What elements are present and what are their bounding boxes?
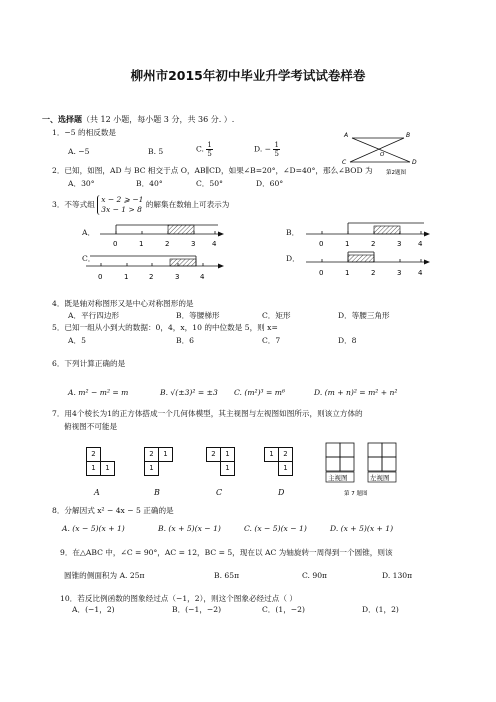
q3-option-b[interactable]: B． (286, 228, 300, 237)
q7-grid-a: 2 1 1 (86, 447, 115, 476)
q5-option-a[interactable]: A．5 (68, 336, 86, 345)
q9-option-b[interactable]: B. 65π (214, 571, 240, 580)
svg-text:3: 3 (397, 240, 402, 248)
q3-option-d[interactable]: D． (286, 254, 300, 263)
q8-option-b[interactable]: B. (x + 5)(x − 1) (158, 524, 221, 533)
question-7: 7．用4个棱长为1的正方体搭成一个几何体模型，其主视图与左视图如图所示，则该立方体的 (52, 409, 363, 418)
q4-option-a[interactable]: A．平行四边形 (68, 311, 120, 320)
svg-text:1: 1 (124, 273, 129, 281)
q6-option-b[interactable]: B. √(±3)² = ±3 (160, 388, 218, 397)
question-7-line2: 俯视图不可能是 (64, 422, 118, 431)
question-6: 6．下列计算正确的是 (52, 359, 126, 368)
q8-option-c[interactable]: C. (x − 5)(x − 1) (244, 524, 307, 533)
svg-text:3: 3 (397, 269, 402, 277)
q10-option-c[interactable]: C．(1，−2) (262, 605, 305, 614)
question-2: 2．已知，如图，AD 与 BC 相交于点 O，AB∥CD，如果∠B=20°，∠D=40°，那么∠BOD 为 (52, 166, 373, 175)
q10-option-d[interactable]: D．(1，2) (362, 605, 399, 614)
q7-label-d[interactable]: D (278, 488, 285, 497)
number-line-a (100, 222, 225, 252)
q10-option-a[interactable]: A．(−1，2) (72, 605, 115, 614)
question-8: 8．分解因式 x² − 4x − 5 正确的是 (52, 506, 174, 515)
q6-option-d[interactable]: D. (m + n)² = m² + n² (314, 388, 398, 397)
q10-option-b[interactable]: B．(−1，−2) (172, 605, 222, 614)
svg-text:2: 2 (371, 269, 376, 277)
question-10: 10．若反比例函数的图象经过点（−1，2），则这个图象必经过点（ ） (60, 594, 297, 603)
svg-text:4: 4 (200, 273, 205, 281)
section-heading: 一、选择题（共 12 小题，每小题 3 分，共 36 分. ）. (42, 115, 235, 124)
q5-option-d[interactable]: D．8 (338, 336, 357, 345)
svg-text:B: B (406, 132, 411, 139)
q1-option-b[interactable]: B. 5 (148, 147, 164, 156)
q8-option-a[interactable]: A. (x − 5)(x + 1) (62, 524, 125, 533)
svg-text:0: 0 (319, 240, 324, 248)
q4-option-c[interactable]: C．矩形 (262, 311, 291, 320)
q5-option-b[interactable]: B．6 (176, 336, 195, 345)
q2-option-b[interactable]: B．40° (136, 179, 163, 188)
inequality-system: x − 2 ⩾ −1 3x − 1 > 8 (97, 195, 143, 215)
svg-text:4: 4 (418, 269, 423, 277)
page-title: 柳州市2015年初中毕业升学考试试卷样卷 (130, 68, 366, 83)
number-line-c (86, 252, 226, 282)
question-3: 3．不等式组 x − 2 ⩾ −1 3x − 1 > 8 的解集在数轴上可表示为 (52, 195, 230, 214)
svg-text:3: 3 (191, 240, 196, 248)
svg-text:D: D (412, 159, 417, 166)
svg-text:A: A (344, 132, 349, 139)
q4-option-d[interactable]: D．等腰三角形 (338, 311, 390, 320)
svg-text:1: 1 (345, 269, 350, 277)
q9-option-d[interactable]: D. 130π (382, 571, 413, 580)
svg-text:主视图: 主视图 (328, 474, 348, 482)
q7-grid-d: 1 2 1 (264, 447, 293, 476)
svg-text:4: 4 (212, 240, 217, 248)
question-5: 5．已知一组从小到大的数据：0，4，x，10 的中位数是 5，则 x= (52, 323, 278, 332)
svg-text:2: 2 (165, 240, 170, 248)
question-1: 1．−5 的相反数是 (52, 128, 117, 137)
svg-text:第2题图: 第2题图 (386, 170, 406, 176)
svg-text:O: O (380, 152, 385, 158)
q7-label-b[interactable]: B (154, 488, 160, 497)
svg-text:4: 4 (418, 240, 423, 248)
svg-text:0: 0 (98, 273, 103, 281)
q7-label-a[interactable]: A (94, 488, 100, 497)
svg-text:1: 1 (345, 240, 350, 248)
q7-views-figure (322, 441, 410, 501)
question-9: 9．在△ABC 中，∠C = 90°，AC = 12，BC = 5，现在以 AC 为轴旋转一周得到一个圆锥，则该 (60, 548, 393, 557)
svg-text:左视图: 左视图 (370, 474, 390, 482)
svg-text:0: 0 (113, 240, 118, 248)
question-9-line2[interactable]: 圆锥的侧面积为 A. 25π (64, 571, 145, 580)
svg-text:C: C (342, 159, 347, 166)
svg-text:2: 2 (371, 240, 376, 248)
q1-option-a[interactable]: A. −5 (68, 147, 90, 156)
q2-option-c[interactable]: C．50° (196, 179, 223, 188)
q1-option-c[interactable]: C. $\frac{1}{5}$ (196, 141, 212, 158)
q3-option-c[interactable]: C． (82, 254, 96, 263)
svg-text:2: 2 (149, 273, 154, 281)
q8-option-d[interactable]: D. (x + 5)(x + 1) (330, 524, 394, 533)
question-4: 4．既是轴对称图形又是中心对称图形的是 (52, 299, 194, 308)
q7-label-c[interactable]: C (216, 488, 223, 497)
q1-option-d[interactable]: D. − $\frac{1}{5}$ (254, 141, 279, 158)
svg-text:3: 3 (175, 273, 180, 281)
q3-option-a[interactable]: A． (82, 228, 96, 237)
svg-text:1: 1 (139, 240, 144, 248)
q7-grid-c: 2 1 1 (206, 447, 235, 476)
q2-option-a[interactable]: A．30° (68, 179, 95, 188)
q7-grid-b: 2 1 1 (144, 447, 173, 476)
q2-option-d[interactable]: D．60° (256, 179, 284, 188)
number-line-b (306, 220, 431, 250)
q4-option-b[interactable]: B．等腰梯形 (176, 311, 220, 320)
number-line-d (306, 248, 431, 278)
svg-text:第 7 题图: 第 7 题图 (344, 491, 368, 497)
q6-option-a[interactable]: A. m² − m² = m (68, 388, 129, 397)
q6-option-c[interactable]: C. (m²)³ = m⁶ (234, 388, 286, 397)
svg-text:0: 0 (319, 269, 324, 277)
q9-option-c[interactable]: C. 90π (302, 571, 328, 580)
q5-option-c[interactable]: C．7 (262, 336, 281, 345)
